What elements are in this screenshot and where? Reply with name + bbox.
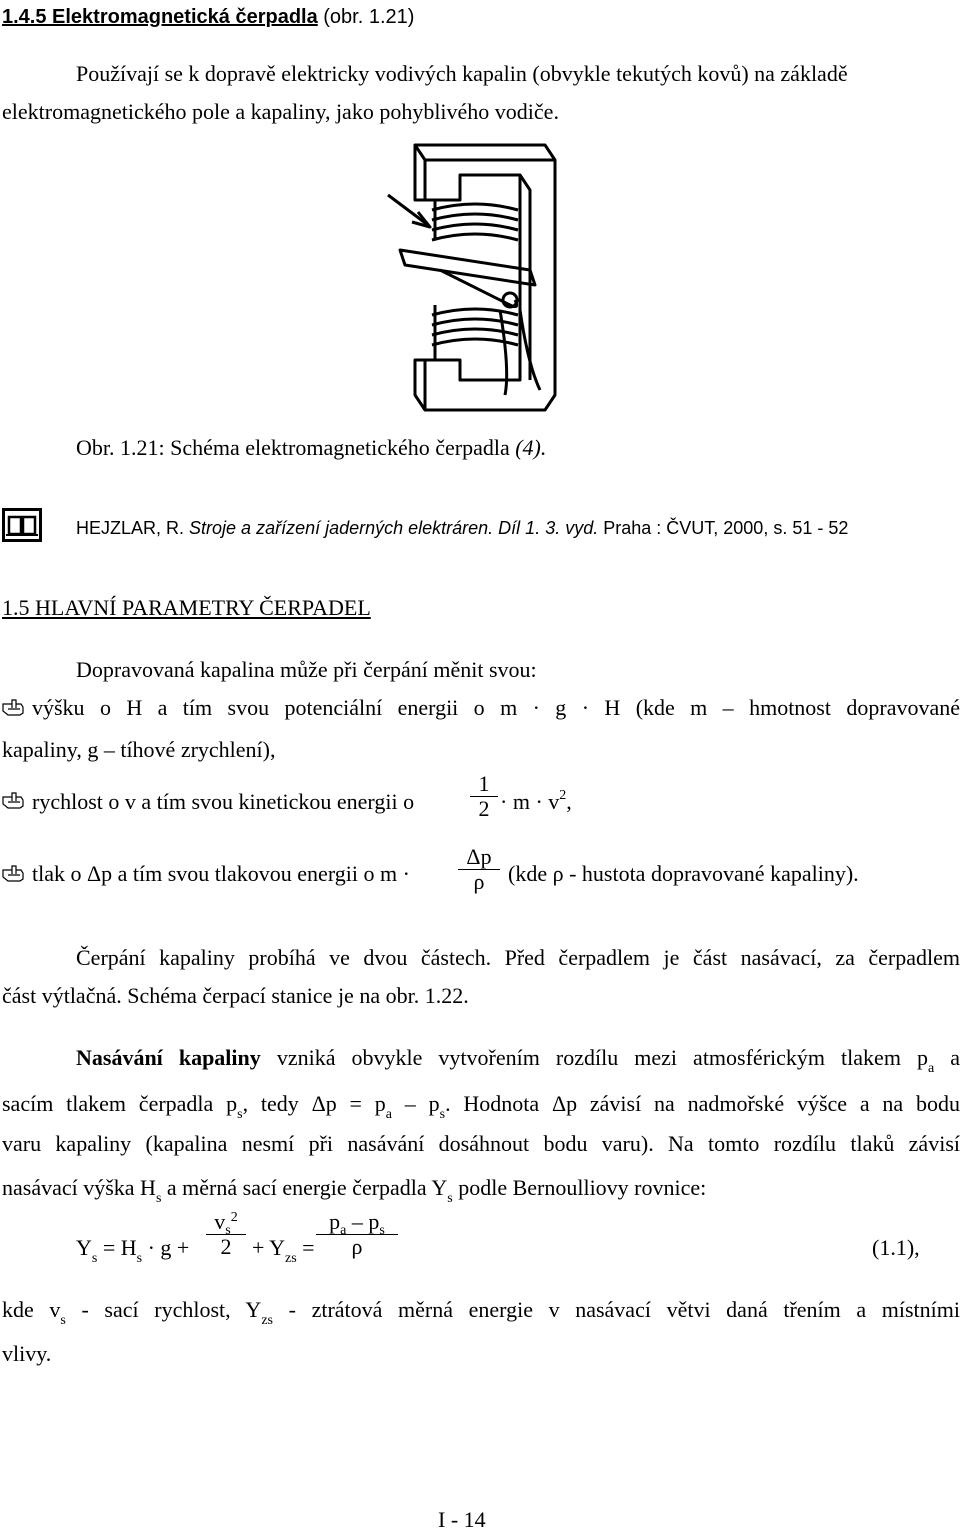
section-title-15: 1.5 HLAVNÍ PARAMETRY ČERPADEL: [2, 595, 371, 620]
hand-pointer-icon: [2, 864, 24, 882]
equation-middle: + $Y_{zs}$ =: [252, 1235, 315, 1266]
paragraph-line: kde $v_s$ - sací rychlost, $Y_{zs}$ - ztrátová měrná energie v nasávací větvi daná třením a místními: [2, 1297, 960, 1328]
equation-left: $Y_s = H_s \cdot g$ +: [76, 1235, 190, 1266]
paragraph-line: Používají se k dopravě elektricky vodivých kapalin (obvykle tekutých kovů) na základě: [76, 61, 848, 86]
paragraph-line: sacím tlakem čerpadla $p_s$, tedy $\Delta p = p_a - p_s$. Hodnota Δp závisí na nadmořské výšce a na bodu: [2, 1091, 960, 1122]
page-number: I - 14: [438, 1507, 486, 1532]
paragraph-line: nasávací výška $H_s$ a měrná sací energie čerpadla $Y_s$ podle Bernoulliovy rovnice:: [2, 1175, 707, 1206]
paragraph-line: Nasávání kapaliny vzniká obvykle vytvořením rozdílu mezi atmosférickým tlakem $p_a$ a: [76, 1045, 960, 1076]
equation-number: (1.1),: [872, 1235, 920, 1260]
paragraph-line: Čerpání kapaliny probíhá ve dvou částech. Před čerpadlem je část nasávací, za čerpadlem: [76, 945, 960, 970]
paragraph-line: část výtlačná. Schéma čerpací stanice je na obr. 1.22.: [2, 983, 469, 1008]
pump-diagram: [380, 140, 580, 420]
fraction-pressure: Δp ρ: [458, 845, 500, 894]
figure-caption: Obr. 1.21: Schéma elektromagnetického čerpadla (4).: [76, 435, 547, 460]
figure-ref: (obr. 1.21): [317, 6, 415, 28]
bullet-line: výšku o H a tím svou potenciální energii o m · g · H (kde m – hmotnost dopravované: [32, 695, 960, 720]
bullet-text: tlak o Δp a tím svou tlakovou energii o m ·: [32, 861, 410, 886]
paragraph-line: varu kapaliny (kapalina nesmí při nasávání dosáhnout bodu varu). Na tomto rozdílu tlaků závisí: [2, 1131, 960, 1156]
section-title: 1.4.5 Elektromagnetická čerpadla: [2, 6, 318, 28]
book-icon: [2, 508, 42, 542]
paragraph-line: elektromagnetického pole a kapaliny, jako pohyblivého vodiče.: [2, 99, 559, 124]
reference-line: HEJZLAR, R. Stroje a zařízení jaderných elektráren. Díl 1. 3. vyd. Praha : ČVUT, 2000, s. 51 - 52: [76, 518, 849, 538]
bullet-tail: (kde ρ - hustota dopravované kapaliny).: [508, 861, 859, 886]
section-heading-145: [2, 4, 414, 28]
intro-line: Dopravovaná kapalina může při čerpání měnit svou:: [76, 657, 537, 682]
bullet-line: kapaliny, g – tíhové zrychlení),: [2, 737, 276, 762]
hand-pointer-icon: [2, 791, 24, 809]
kinetic-term: · $m \cdot v^2$,: [500, 788, 572, 814]
paragraph-line: vlivy.: [2, 1341, 52, 1366]
bullet-text: rychlost o v a tím svou kinetickou energii o: [32, 789, 415, 814]
equation-fraction-velocity: $v_s^2$ 2: [206, 1210, 246, 1259]
fraction-half: 1 2: [470, 772, 498, 821]
equation-fraction-pressure: $p_a - p_s$ ρ: [316, 1210, 398, 1259]
hand-pointer-icon: [2, 698, 24, 716]
